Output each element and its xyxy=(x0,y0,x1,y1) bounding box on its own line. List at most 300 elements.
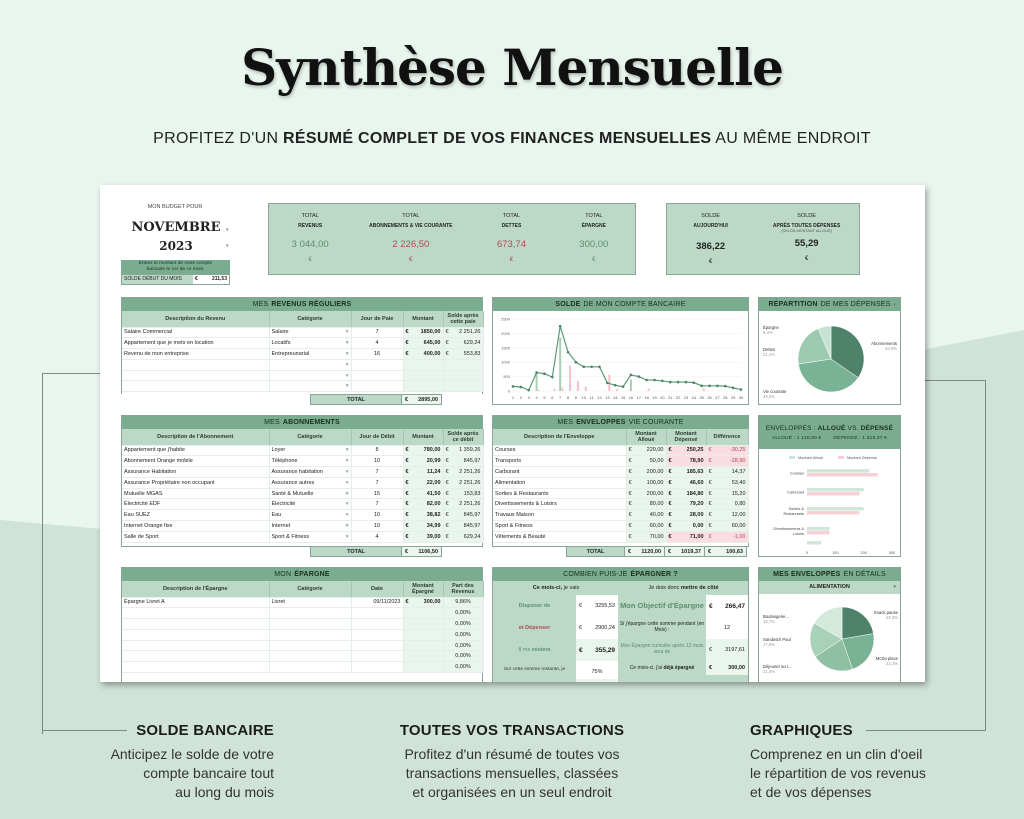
svg-text:0: 0 xyxy=(805,551,809,555)
category-select[interactable]: Loyer ▾ xyxy=(269,445,351,456)
day-cell[interactable]: 7 xyxy=(351,499,403,510)
svg-text:Courses: Courses xyxy=(789,471,804,476)
cumul-value: € 3197,61 xyxy=(706,639,748,661)
amount-cell[interactable] xyxy=(403,651,443,662)
day-cell[interactable]: 7 xyxy=(351,477,403,488)
category-select[interactable]: Assurance autres ▾ xyxy=(269,477,351,488)
difference-cell: € 0,80 xyxy=(706,499,748,510)
svg-text:25: 25 xyxy=(699,395,704,400)
svg-text:22,3%: 22,3% xyxy=(886,615,898,620)
table-row xyxy=(493,499,748,510)
description-cell[interactable] xyxy=(122,608,269,619)
difference-cell: € 53,40 xyxy=(706,477,748,488)
abonnements-table-card xyxy=(121,415,483,547)
category-select[interactable]: Locatifs ▾ xyxy=(269,338,351,349)
table-row xyxy=(122,456,483,467)
repartition-chart-card xyxy=(758,297,901,405)
svg-text:7: 7 xyxy=(559,395,562,400)
svg-text:17: 17 xyxy=(636,395,642,400)
category-select[interactable]: Eau ▾ xyxy=(269,510,351,521)
svg-text:18: 18 xyxy=(644,395,649,400)
category-select[interactable] xyxy=(269,370,351,381)
epargne-title: MON ÉPARGNE xyxy=(122,568,482,581)
svg-text:20: 20 xyxy=(660,395,665,400)
amount-cell[interactable]: € 41,50 xyxy=(403,488,443,499)
description-cell[interactable] xyxy=(122,381,269,392)
enveloppes-table-card xyxy=(492,415,749,547)
table-row xyxy=(122,445,483,456)
alloue-cell[interactable]: € 40,00 xyxy=(626,510,666,521)
svg-text:15: 15 xyxy=(620,395,626,400)
enveloppes-table: Description de l'Enveloppe Montant Alloué Montant Dépensé Différence Courses € 220,00 € 250,25 € -30,25 Transports € 50,00 € 78,90 € -28,90 Carburant € 200,00 € 185,63 € 14,37 Alimentation € 100,00 € 46,60 € 53,40 Sorties & Restaurants € 200,00 € 184,80 € 15,20 Divertissements & Loisirs € 80,00 € 79,20 € 0,80 Travaux Maison € 40,00 € 28,00 € 12,00 Sport & Fitness € 60,00 € 0,00 € 60,00 Vêtements & Beauté € 70,00 € 71,00 € -1,00 xyxy=(493,429,749,543)
part-cell: 9,86% xyxy=(443,597,483,608)
svg-text:8: 8 xyxy=(566,395,570,400)
enveloppes-total-row: TOTAL € 1120,00 € 1019,37 € 100,63 xyxy=(566,546,747,557)
part-cell: 0,00% xyxy=(443,640,483,651)
repartition-chart-title[interactable]: RÉPARTITION DE MES DÉPENSES ▾ xyxy=(759,298,900,311)
start-balance-row: SOLDE DÉBUT DU MOIS € 211,53 xyxy=(121,274,230,285)
amount-cell[interactable] xyxy=(403,359,443,370)
feature-solde-bancaire: SOLDE BANCAIRE Anticipez le solde de votre compte bancaire tout au long du mois xyxy=(110,722,274,800)
alloue-cell[interactable]: € 100,00 xyxy=(626,477,666,488)
total-abonnements: TOTAL ABONNEMENTS & VIE COURANTE 2 226,50 € xyxy=(369,213,453,263)
budget-label: MON BUDGET POUR xyxy=(147,204,203,210)
chevron-down-icon: ▾ xyxy=(345,479,349,486)
day-cell[interactable]: 4 xyxy=(351,338,403,349)
svg-text:27: 27 xyxy=(715,395,720,400)
month-select[interactable]: NOVEMBRE ▾ xyxy=(131,219,229,235)
description-cell[interactable]: Alimentation xyxy=(493,477,626,488)
day-cell[interactable] xyxy=(351,629,403,640)
table-row xyxy=(122,521,483,532)
depense-cell: € 184,80 xyxy=(666,488,706,499)
day-cell[interactable] xyxy=(351,662,403,673)
description-cell[interactable]: Sport & Fitness xyxy=(493,521,626,532)
svg-text:1: 1 xyxy=(511,395,515,400)
amount-cell[interactable] xyxy=(403,640,443,651)
day-cell[interactable] xyxy=(351,640,403,651)
alloue-cell[interactable]: € 50,00 xyxy=(626,456,666,467)
svg-text:1000: 1000 xyxy=(501,359,510,365)
table-row xyxy=(122,359,483,370)
svg-text:3: 3 xyxy=(527,395,530,400)
svg-text:Sorties &: Sorties & xyxy=(788,507,804,511)
category-select[interactable]: Électricité ▾ xyxy=(269,499,351,510)
day-cell[interactable]: 09/11/2023 xyxy=(351,597,403,608)
amount-cell[interactable]: € 22,00 xyxy=(403,477,443,488)
category-select[interactable]: Salaire ▾ xyxy=(269,327,351,338)
amount-cell[interactable]: € 39,00 xyxy=(403,531,443,542)
solde-cell xyxy=(443,381,483,392)
start-balance-hint: Entrez le montant de votre compte bancaire le 1er de ce mois. xyxy=(121,260,230,274)
chevron-down-icon: ▾ xyxy=(345,501,349,508)
table-row xyxy=(122,338,483,349)
abonnements-total-row: TOTAL € 1106,50 xyxy=(310,546,442,557)
chevron-down-icon: ▾ xyxy=(893,301,896,308)
svg-text:Épargne: Épargne xyxy=(763,325,779,330)
svg-text:Snack pause: Snack pause xyxy=(873,610,898,615)
svg-text:6,4%: 6,4% xyxy=(763,330,773,335)
table-row xyxy=(122,531,483,542)
day-cell[interactable]: 16 xyxy=(351,349,403,360)
amount-cell[interactable] xyxy=(403,619,443,630)
table-row xyxy=(122,640,483,651)
page-title: Synthèse Mensuelle xyxy=(241,38,783,97)
description-cell[interactable]: Revenu de mon entreprise xyxy=(122,349,269,360)
day-cell[interactable]: 8 xyxy=(351,445,403,456)
solde-line-chart xyxy=(493,311,748,404)
day-cell[interactable] xyxy=(351,651,403,662)
svg-text:Restaurants: Restaurants xyxy=(783,512,804,516)
category-select[interactable] xyxy=(269,608,351,619)
totals-panel xyxy=(268,203,636,275)
amount-cell[interactable]: € 82,00 xyxy=(403,499,443,510)
combien-title: COMBIEN PUIS-JE ÉPARGNER ? xyxy=(493,568,748,581)
svg-text:10: 10 xyxy=(581,395,586,400)
svg-text:34,6%: 34,6% xyxy=(885,346,897,351)
day-cell[interactable] xyxy=(351,608,403,619)
solde-cell: € 153,83 xyxy=(443,488,483,499)
svg-text:Déjeuner au t...: Déjeuner au t... xyxy=(763,664,792,669)
svg-text:19: 19 xyxy=(652,395,657,400)
details-chart-card xyxy=(758,567,901,682)
chevron-down-icon: ▾ xyxy=(345,447,349,454)
depense-cell: € 79,20 xyxy=(666,499,706,510)
alloue-depense-chart-card xyxy=(758,415,901,557)
description-cell[interactable]: Appartement que j'habite xyxy=(122,445,269,456)
day-cell[interactable]: 15 xyxy=(351,488,403,499)
svg-text:21,1%: 21,1% xyxy=(763,352,775,357)
amount-cell[interactable]: € 300,00 xyxy=(403,597,443,608)
category-select[interactable] xyxy=(269,651,351,662)
svg-text:Vie courante: Vie courante xyxy=(763,389,787,394)
svg-text:0: 0 xyxy=(507,388,510,394)
svg-text:26: 26 xyxy=(707,395,712,400)
revenus-table: Description du Revenu Catégorie Jour de Paie Montant Solde après cette paie Salaire Commercial Salaire ▾ 7 € 1850,00 € 2 251,26 Appartement que je mets en location Locatifs ▾ 4 € 645,00 € 629,24 Revenu de mon entreprise Entrepreunarial ▾ 16 € 400,00 € 553,83 ▾ ▾ ▾ xyxy=(122,311,484,392)
alloue-cell[interactable]: € 60,00 xyxy=(626,521,666,532)
solde-cell: € 2 251,26 xyxy=(443,499,483,510)
svg-text:12: 12 xyxy=(597,395,602,400)
chevron-down-icon: ▾ xyxy=(345,458,349,465)
difference-cell: € 12,00 xyxy=(706,510,748,521)
part-cell: 0,00% xyxy=(443,629,483,640)
day-cell[interactable]: 10 xyxy=(351,521,403,532)
feature-graphiques: GRAPHIQUES Comprenez en un clin d'oeil le répartition de vos revenus et de vos dépenses xyxy=(750,722,926,800)
table-row xyxy=(122,381,483,392)
category-select[interactable]: Santé & Mutuelle ▾ xyxy=(269,488,351,499)
epargne-table: Description de l'Épargne Catégorie Date Montant Épargné Part des Revenus Épargne Livret A Livret 09/11/2023 € 300,00 9,86% 0,00% 0,00% 0,00% 0,00% 0,00% 0,00% xyxy=(122,581,484,673)
combien-epargner-card: COMBIEN PUIS-JE ÉPARGNER ? Ce mois-ci, je vais Je dois donc mettre de côté Disposer de et Dépenser Il me restera Sur cette somme restante, je € 3255,53 € 2900,24 € 355,29 75% Mon Objectif d'Épargne Si j'épargne cette somme pendant (en Mois) : Mon Épargne cumulée après 12 mois sera de Ce mois-ci, j'ai déjà épargné € 266,47 12 € 3197,61 € 300,00 xyxy=(492,567,749,682)
amount-cell[interactable]: € 1850,00 xyxy=(403,327,443,338)
svg-text:Boulangerie...: Boulangerie... xyxy=(763,614,789,619)
description-cell[interactable]: Salle de Sport xyxy=(122,531,269,542)
details-chart-title: MES ENVELOPPES EN DÉTAILS xyxy=(759,568,900,581)
amount-cell[interactable]: € 780,00 xyxy=(403,445,443,456)
svg-text:1500: 1500 xyxy=(501,345,510,351)
category-select[interactable]: Sport & Fitness ▾ xyxy=(269,531,351,542)
svg-text:17,6%: 17,6% xyxy=(763,642,775,647)
description-cell[interactable] xyxy=(122,359,269,370)
table-row xyxy=(122,651,483,662)
table-row xyxy=(122,629,483,640)
svg-text:100: 100 xyxy=(832,551,839,555)
chevron-down-icon: ▾ xyxy=(345,340,349,347)
difference-cell: € -30,25 xyxy=(706,445,748,456)
total-epargne: TOTAL ÉPARGNE 300,00 € xyxy=(579,213,609,263)
amount-cell[interactable]: € 38,82 xyxy=(403,510,443,521)
description-cell[interactable]: Carburant xyxy=(493,467,626,478)
chevron-down-icon: ▾ xyxy=(345,372,349,379)
svg-text:21: 21 xyxy=(668,395,673,400)
svg-text:Divertissements &: Divertissements & xyxy=(773,527,804,531)
year-select[interactable]: 2023 ▾ xyxy=(159,239,229,253)
category-select[interactable] xyxy=(269,662,351,673)
description-cell[interactable] xyxy=(122,370,269,381)
svg-text:38,0%: 38,0% xyxy=(763,394,775,399)
day-cell[interactable] xyxy=(351,370,403,381)
svg-text:300: 300 xyxy=(888,551,896,555)
revenus-total-row: TOTAL € 2895,00 xyxy=(310,394,442,405)
description-cell[interactable]: Abonnement Orange mobile xyxy=(122,456,269,467)
description-cell[interactable]: Épargne Livret A xyxy=(122,597,269,608)
table-row xyxy=(122,467,483,478)
part-cell: 0,00% xyxy=(443,662,483,673)
svg-text:Dettes: Dettes xyxy=(763,347,776,352)
table-row xyxy=(493,531,748,542)
description-cell[interactable]: Travaux Maison xyxy=(493,510,626,521)
alloue-cell[interactable]: € 220,00 xyxy=(626,445,666,456)
svg-text:6: 6 xyxy=(551,395,554,400)
table-row xyxy=(122,619,483,630)
chevron-down-icon: ▾ xyxy=(345,361,349,368)
spreadsheet-preview xyxy=(100,185,925,682)
difference-cell: € 15,20 xyxy=(706,488,748,499)
chevron-down-icon: ▾ xyxy=(345,490,349,497)
chevron-down-icon: ▾ xyxy=(226,227,229,233)
category-select[interactable]: Livret xyxy=(269,597,351,608)
day-cell[interactable]: 7 xyxy=(351,467,403,478)
day-cell[interactable]: 10 xyxy=(351,510,403,521)
category-select[interactable]: Assurance habitation ▾ xyxy=(269,467,351,478)
svg-text:Sandwich Paul: Sandwich Paul xyxy=(763,637,791,642)
revenus-title: MES REVENUS RÉGULIERS xyxy=(122,298,482,311)
table-row xyxy=(493,456,748,467)
solde-cell: € 2 251,26 xyxy=(443,477,483,488)
description-cell[interactable] xyxy=(122,662,269,673)
alloue-cell[interactable]: € 80,00 xyxy=(626,499,666,510)
svg-text:Montant Dépensé: Montant Dépensé xyxy=(847,456,877,460)
details-pie-chart xyxy=(759,594,900,682)
amount-cell[interactable]: € 400,00 xyxy=(403,349,443,360)
solde-cell: € 2 251,26 xyxy=(443,467,483,478)
table-row xyxy=(122,370,483,381)
amount-cell[interactable] xyxy=(403,370,443,381)
depense-cell: € 28,00 xyxy=(666,510,706,521)
description-cell[interactable]: Divertissements & Loisirs xyxy=(493,499,626,510)
svg-text:Montant Alloué: Montant Alloué xyxy=(798,456,824,460)
solde-apres-depenses: SOLDE APRÈS TOUTES DÉPENSES (SELON MONTANT ALLOUÉ) 55,29 € xyxy=(772,213,841,262)
difference-cell: € -28,90 xyxy=(706,456,748,467)
details-envelope-select[interactable]: ALIMENTATION ▾ xyxy=(759,581,900,594)
description-cell[interactable]: Salaire Commercial xyxy=(122,327,269,338)
day-cell[interactable]: 4 xyxy=(351,531,403,542)
amount-cell[interactable] xyxy=(403,381,443,392)
difference-cell: € -1,00 xyxy=(706,531,748,542)
description-cell[interactable]: Vêtements & Beauté xyxy=(493,531,626,542)
depenser-value: € 2900,24 xyxy=(576,617,618,639)
description-cell[interactable] xyxy=(122,629,269,640)
svg-text:29: 29 xyxy=(730,395,736,400)
table-row xyxy=(122,510,483,521)
solde-aujourdhui: SOLDE AUJOURD'HUI 386,22 € xyxy=(693,213,728,265)
alloue-cell[interactable]: € 200,00 xyxy=(626,467,666,478)
svg-text:21,0%: 21,0% xyxy=(763,669,775,674)
chevron-down-icon: ▾ xyxy=(345,329,349,336)
solde-chart-card xyxy=(492,297,749,405)
chevron-down-icon: ▾ xyxy=(226,243,229,249)
total-revenus: TOTAL REVENUS 3 044,00 € xyxy=(291,213,329,263)
day-cell[interactable] xyxy=(351,619,403,630)
description-cell[interactable]: Assurance Propriétaire non occupant xyxy=(122,477,269,488)
chevron-down-icon: ▾ xyxy=(345,533,349,540)
svg-text:13: 13 xyxy=(605,395,610,400)
day-cell[interactable]: 10 xyxy=(351,456,403,467)
svg-text:24: 24 xyxy=(691,395,697,400)
description-cell[interactable]: Sorties & Restaurants xyxy=(493,488,626,499)
amount-cell[interactable] xyxy=(403,608,443,619)
restera-value: € 355,29 xyxy=(579,646,615,654)
alloue-cell[interactable]: € 200,00 xyxy=(626,488,666,499)
category-select[interactable] xyxy=(269,359,351,370)
svg-text:22,3%: 22,3% xyxy=(886,661,898,666)
solde-cell: € 2 251,26 xyxy=(443,327,483,338)
solde-cell xyxy=(443,370,483,381)
day-cell[interactable] xyxy=(351,359,403,370)
svg-text:9: 9 xyxy=(574,395,578,400)
svg-text:500: 500 xyxy=(503,374,510,380)
solde-cell: € 1 359,26 xyxy=(443,445,483,456)
solde-cell: € 845,97 xyxy=(443,456,483,467)
difference-cell: € 60,00 xyxy=(706,521,748,532)
depense-cell: € 250,25 xyxy=(666,445,706,456)
table-row xyxy=(493,467,748,478)
period-input[interactable]: 12 xyxy=(706,617,748,639)
category-select[interactable]: Entrepreunarial ▾ xyxy=(269,349,351,360)
description-cell[interactable] xyxy=(122,619,269,630)
table-row xyxy=(122,608,483,619)
total-dettes: TOTAL DETTES 673,74 € xyxy=(496,213,526,263)
alloue-depense-bar-chart xyxy=(759,449,900,556)
part-cell: 0,00% xyxy=(443,608,483,619)
chevron-down-icon: ▾ xyxy=(893,584,896,590)
remaining-pct-input[interactable]: 75% xyxy=(576,661,618,679)
svg-text:30: 30 xyxy=(738,395,744,400)
abonnements-table: Description de l'Abonnement Catégorie Jour de Débit Montant Solde après ce débit Appartement que j'habite Loyer ▾ 8 € 780,00 € 1 359,26 Abonnement Orange mobile Téléphone ▾ 10 € 20,99 € 845,97 Assurance Habitation Assurance habitation ▾ 7 € 11,24 € 2 251,26 Assurance Propriétaire non occupant Assurance autres ▾ 7 € 22,00 € 2 251,26 Mutuelle MGAS Santé & Mutuelle ▾ 15 € 41,50 € 153,83 Électricité EDF Électricité ▾ 7 € 82,00 € 2 251,26 Eau SUEZ Eau ▾ 10 € 38,82 € 845,97 Internet Orange fixe Internet ▾ 10 € 34,99 € 845,97 Salle de Sport Sport & Fitness ▾ 4 € 39,00 € 629,24 xyxy=(122,429,484,543)
amount-cell[interactable] xyxy=(403,629,443,640)
category-select[interactable] xyxy=(269,629,351,640)
solde-cell: € 845,97 xyxy=(443,521,483,532)
disposer-value: € 3255,53 xyxy=(576,595,618,617)
description-cell[interactable]: Électricité EDF xyxy=(122,499,269,510)
solde-chart-title: SOLDE DE MON COMPTE BANCAIRE xyxy=(493,298,748,311)
alloue-cell[interactable]: € 70,00 xyxy=(626,531,666,542)
start-balance-input[interactable]: € 211,53 xyxy=(195,276,227,282)
category-select[interactable] xyxy=(269,640,351,651)
amount-cell[interactable] xyxy=(403,662,443,673)
svg-text:2: 2 xyxy=(519,395,522,400)
amount-cell[interactable]: € 645,00 xyxy=(403,338,443,349)
enveloppes-title: MES ENVELOPPES VIE COURANTE xyxy=(493,416,748,429)
svg-text:200: 200 xyxy=(860,551,867,555)
svg-text:11: 11 xyxy=(589,395,594,400)
amount-cell[interactable]: € 34,99 xyxy=(403,521,443,532)
description-cell[interactable]: Courses xyxy=(493,445,626,456)
svg-text:22: 22 xyxy=(675,395,681,400)
table-row xyxy=(122,327,483,338)
epargne-table-card xyxy=(121,567,483,682)
deja-value: € 300,00 xyxy=(706,661,748,675)
description-cell[interactable]: Transports xyxy=(493,456,626,467)
amount-cell[interactable]: € 11,24 xyxy=(403,467,443,478)
description-cell[interactable]: Appartement que je mets en location xyxy=(122,338,269,349)
day-cell[interactable] xyxy=(351,381,403,392)
chevron-down-icon: ▾ xyxy=(345,468,349,475)
svg-text:Carburant: Carburant xyxy=(787,490,804,495)
repartition-pie-chart xyxy=(759,311,900,404)
depense-cell: € 185,63 xyxy=(666,467,706,478)
solde-cell: € 845,97 xyxy=(443,510,483,521)
svg-text:4: 4 xyxy=(535,395,538,400)
table-row xyxy=(122,488,483,499)
difference-cell: € 14,37 xyxy=(706,467,748,478)
description-cell[interactable]: Internet Orange fixe xyxy=(122,521,269,532)
chevron-down-icon: ▾ xyxy=(345,522,349,529)
solde-cell xyxy=(443,359,483,370)
chevron-down-icon: ▾ xyxy=(345,383,349,390)
table-row xyxy=(493,521,748,532)
day-cell[interactable]: 7 xyxy=(351,327,403,338)
depense-cell: € 46,60 xyxy=(666,477,706,488)
category-select[interactable]: Téléphone ▾ xyxy=(269,456,351,467)
svg-text:16: 16 xyxy=(628,395,634,400)
amount-cell[interactable]: € 20,99 xyxy=(403,456,443,467)
svg-text:McDo place: McDo place xyxy=(875,656,898,661)
table-row xyxy=(493,488,748,499)
category-select[interactable] xyxy=(269,381,351,392)
description-cell[interactable]: Assurance Habitation xyxy=(122,467,269,478)
soldes-panel xyxy=(666,203,860,275)
solde-cell: € 553,83 xyxy=(443,349,483,360)
solde-cell: € 629,24 xyxy=(443,338,483,349)
part-cell: 0,00% xyxy=(443,619,483,630)
description-cell[interactable]: Eau SUEZ xyxy=(122,510,269,521)
depense-cell: € 71,00 xyxy=(666,531,706,542)
description-cell[interactable] xyxy=(122,651,269,662)
table-row xyxy=(122,499,483,510)
svg-text:5: 5 xyxy=(543,395,546,400)
chevron-down-icon: ▾ xyxy=(345,512,349,519)
table-row xyxy=(122,597,483,608)
table-row xyxy=(122,477,483,488)
table-row xyxy=(122,349,483,360)
description-cell[interactable]: Mutuelle MGAS xyxy=(122,488,269,499)
category-select[interactable] xyxy=(269,619,351,630)
svg-text:Loisirs: Loisirs xyxy=(793,532,804,536)
svg-text:16,7%: 16,7% xyxy=(763,619,775,624)
description-cell[interactable] xyxy=(122,640,269,651)
svg-text:2000: 2000 xyxy=(501,330,510,336)
category-select[interactable]: Internet ▾ xyxy=(269,521,351,532)
